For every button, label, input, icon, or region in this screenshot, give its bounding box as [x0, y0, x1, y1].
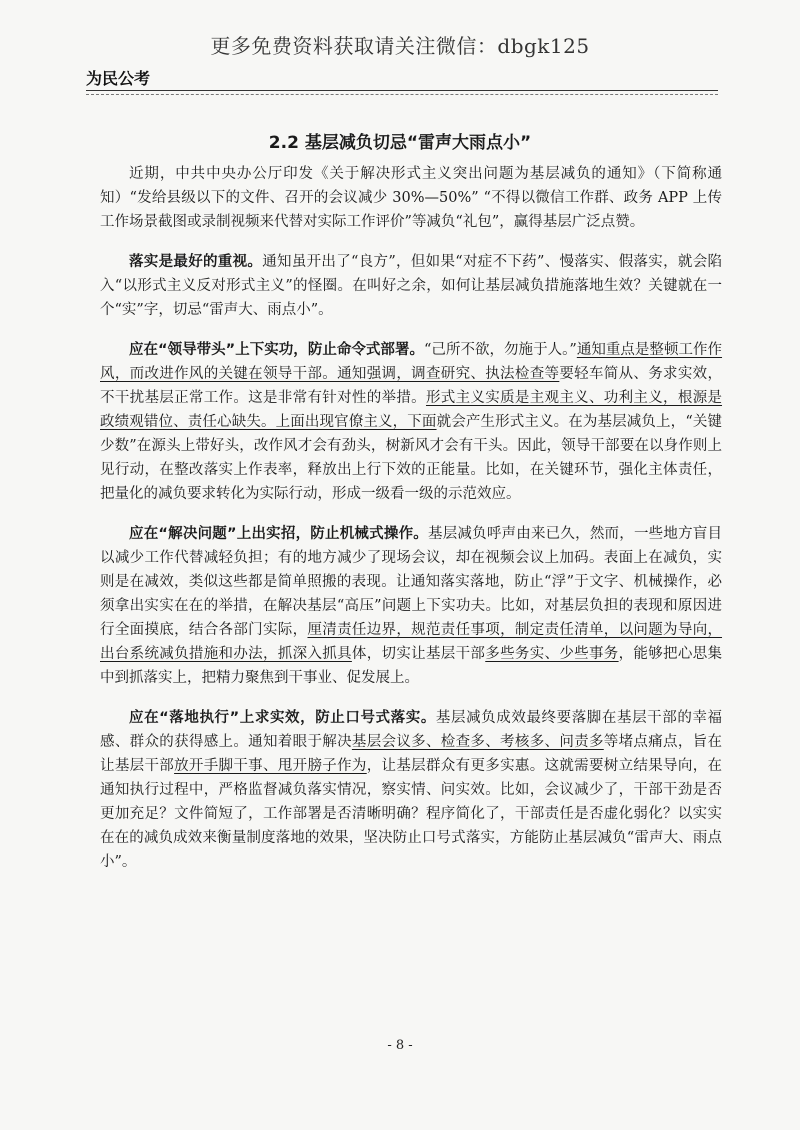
paragraph-text: 要轻车简从、务求实效，不干扰基层正常工作。这是非常有针对性的举措。	[100, 366, 722, 406]
underlined-text: 放开手脚干事、甩开膀子作为	[174, 758, 367, 774]
underlined-text: 形式主义实质是主观主义、功利主义，根源是政绩观错位、责任心缺失。上面出现官僚主义，下面	[100, 390, 723, 430]
paragraph-text: ，让基层群众有更多实惠。这就需要树立结果导向，在通知执行过程中，严格监督减负落实情况，察实情、问实效。比如，会议减少了，干部干劲是否更加充足？文件简短了，工作部署是否清晰明确？程序简化了，干部责任是否虚化弱化？以实实在在的减负成效来衡量制度落地的效果，坚决防止口号式落实，方能防止基层减负“雷声大、雨点小”。	[100, 758, 723, 870]
paragraph-text: 基层减负呼声由来已久，然而，一些地方盲目以减少工作代替减轻负担；有的地方减少了现场会议，却在视频会议上加码。表面上在减负，实则是在减效，类似这些都是简单照搬的表现。让通知落实落地，防止“浮”于文字、机械操作，必须拿出实实在在的举措，在解决基层“高压”问题上下实功夫。比如，对基层负担的表现和原因进行全面摸底，结合各部门实际，	[100, 526, 723, 638]
article-body	[100, 162, 722, 874]
paragraph-text: 通知虽开出了“良方”，但如果“对症不下药”、慢落实、假落实，就会陷入“以形式主义反对形式主义”的怪圈。在叫好之余，如何让基层减负措施落地生效？关键就在一个“实”字，切忌“雷声大、雨点小”。	[100, 254, 723, 318]
paragraph-text: “己所不欲，勿施于人。”	[424, 342, 577, 358]
paragraph-text: 体，切实让基层干部	[351, 646, 486, 662]
paragraph-lead: 应在“领导带头”上下实功，防止命令式部署。	[129, 342, 424, 358]
paragraph-leadership	[100, 338, 722, 506]
paragraph-text: 基层减负成效最终要落脚在基层干部的幸福感、群众的获得感上。通知着眼于解决	[100, 710, 723, 750]
paragraph-text: 近期，中共中央办公厅印发《关于解决形式主义突出问题为基层减负的通知》（下简称通知）“发给县级以下的文件、召开的会议减少 30%—50%” “不得以微信工作群、政务 APP 上传工作场景截图或录制视频来代替对实际工作评价”等减负“礼包”，赢得基层广泛点赞。	[100, 166, 722, 230]
paragraph-intro	[100, 162, 722, 234]
header-divider-dashed	[86, 94, 718, 95]
underlined-text: 厘清责任边界，规范责任事项，制定责任清单，以问题为导向，出台系统减负措施和办法，抓深入抓具	[100, 622, 723, 662]
watermark-text: 更多免费资料获取请关注微信：dbgk125	[210, 34, 590, 58]
paragraph-lead: 应在“落地执行”上求实效，防止口号式落实。	[129, 710, 436, 726]
paragraph-problem-solving	[100, 522, 722, 690]
brand-label: 为民公考	[86, 69, 151, 88]
paragraph-execution	[100, 706, 722, 874]
paragraph-lead: 应在“解决问题”上出实招，防止机械式操作。	[129, 526, 428, 542]
paragraph-lead: 落实是最好的重视。	[129, 254, 263, 270]
paragraph-text: 等堵点痛点，旨在让基层干部	[100, 734, 723, 774]
paragraph-implementation	[100, 250, 722, 322]
section-title: 2.2 基层减负切忌“雷声大雨点小”	[268, 133, 532, 153]
page-number: - 8 -	[387, 1038, 413, 1053]
underlined-text: 基层会议多、检查多、考核多、问责多	[351, 734, 604, 750]
paragraph-text: ，能够把心思集中到抓落实上，把精力聚焦到干事业、促发展上。	[100, 646, 723, 686]
underlined-text: 多些务实、少些事务	[485, 646, 619, 662]
paragraph-text: 就会产生形式主义。在为基层减负上，“关键少数”在源头上带好头，改作风才会有劲头，树新风才会有干头。因此，领导干部要在以身作则上见行动，在整改落实上作表率，释放出上行下效的正能量。比如，在关键环节，强化主体责任，把量化的减负要求转化为实际行动，形成一级看一级的示范效应。	[100, 414, 722, 502]
header-divider	[86, 90, 718, 91]
underlined-text: 通知重点是整顿工作作风，而改进作风的关键在领导干部。通知强调，调查研究、执法检查等	[100, 342, 723, 382]
